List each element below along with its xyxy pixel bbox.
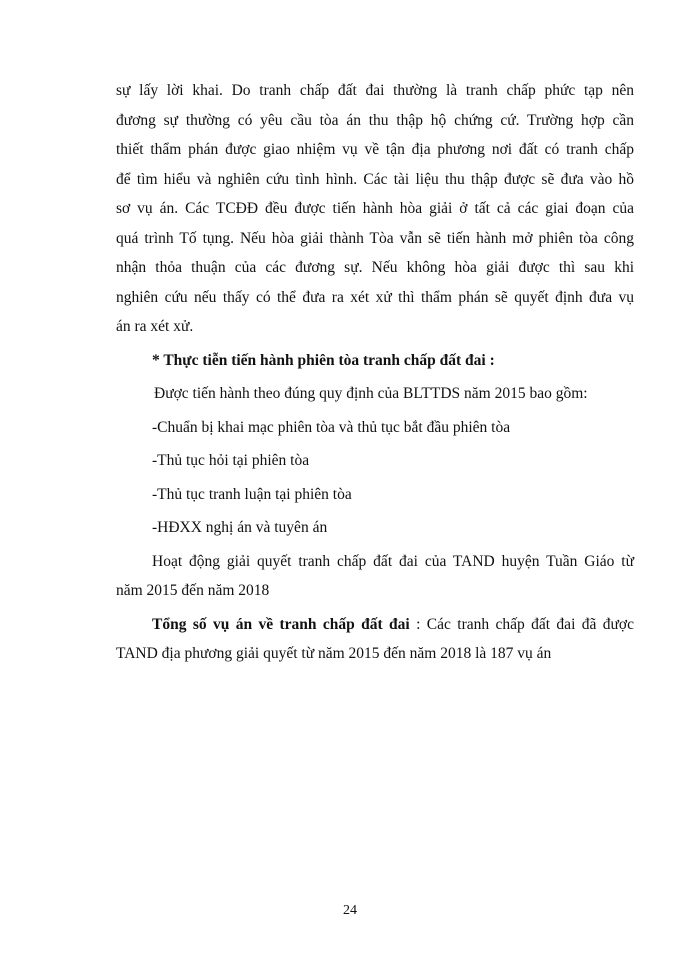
page-body [116,76,634,669]
text-line: sơ vụ án. Các TCĐĐ đều được tiến hành hòa giải ở tất cả các giai đoạn của [116,200,634,217]
page-number: 24 [343,903,357,918]
text-line: nhận thỏa thuận của các đương sự. Nếu không hòa giải được thì sau khi [116,259,634,276]
case-total-label: Tổng số vụ án về tranh chấp đất đai [152,615,410,633]
trial-step-item: -HĐXX nghị án và tuyên án [152,519,328,536]
text-line: quá trình Tố tụng. Nếu hòa giải thành Tòa vẫn sẽ tiến hành mở phiên tòa công [116,229,634,247]
text-line: thiết thẩm phán được giao nhiệm vụ về tận địa phương nơi đất có tranh chấp [116,141,634,158]
text-line: đương sự thường có yêu cầu tòa án thu thập hộ chứng cứ. Trường hợp cần [116,111,634,129]
paragraph-court-activity [116,547,634,606]
paragraph-case-total [116,610,634,669]
text-line: án ra xét xử. [116,318,194,335]
text-line: TAND địa phương giải quyết từ năm 2015 đến năm 2018 là 187 vụ án [116,645,552,662]
paragraph-investigation [116,76,634,342]
text-line: Hoạt động giải quyết tranh chấp đất đai của TAND huyện Tuần Giáo từ [152,552,634,570]
text-line: sự lấy lời khai. Do tranh chấp đất đai thường là tranh chấp phức tạp nên [116,82,634,99]
text-line: Tổng số vụ án về tranh chấp đất đai : Các tranh chấp đất đai đã được [152,615,634,633]
trial-intro-text: Được tiến hành theo đúng quy định của BLTTDS năm 2015 bao gồm: [154,385,588,402]
trial-step-item: -Thủ tục hỏi tại phiên tòa [152,452,310,469]
section-heading-trial-practice: * Thực tiễn tiến hành phiên tòa tranh chấp đất đai : [152,351,495,369]
text-line: năm 2015 đến năm 2018 [116,582,270,599]
trial-step-item: -Thủ tục tranh luận tại phiên tòa [152,485,352,503]
text-line: để tìm hiểu và nghiên cứu tình hình. Các tài liệu thu thập được sẽ đưa vào hồ [116,170,634,188]
trial-step-item: -Chuẩn bị khai mạc phiên tòa và thủ tục bắt đầu phiên tòa [152,418,511,436]
text-line: nghiên cứu nếu thấy có thể đưa ra xét xử thì thẩm phán sẽ quyết định đưa vụ [116,288,634,306]
